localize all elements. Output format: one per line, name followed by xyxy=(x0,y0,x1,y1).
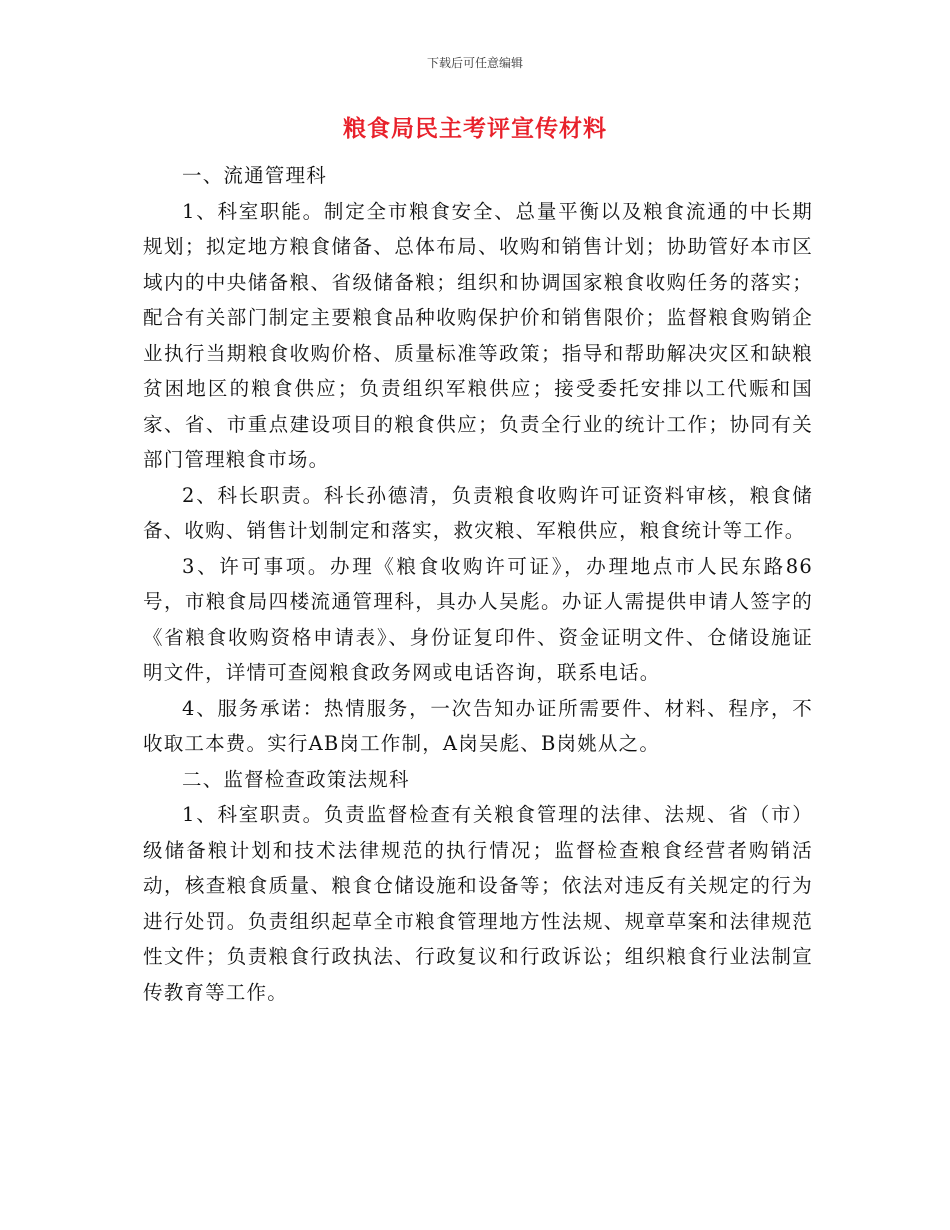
paragraph: 4、服务承诺：热情服务，一次告知办证所需要件、材料、程序，不收取工本费。实行AB岗工作制，A岗吴彪、B岗姚从之。 xyxy=(143,696,813,755)
paragraph: 3、许可事项。办理《粮食收购许可证》，办理地点市人民东路86号，市粮食局四楼流通管理科，具办人吴彪。办证人需提供申请人签字的《省粮食收购资格申请表》、身份证复印件、资金证明文件、仓储设施证明文件，详情可查阅粮食政务网或电话咨询，联系电话。 xyxy=(143,554,813,684)
paragraph: 1、科室职责。负责监督检查有关粮食管理的法律、法规、省（市）级储备粮计划和技术法律规范的执行情况；监督检查粮食经营者购销活动，核查粮食质量、粮食仓储设施和设备等；依法对违反有关规定的行为进行处罚。负责组织起草全市粮食管理地方性法规、规章草案和法律规范性文件；负责粮食行政执法、行政复议和行政诉讼；组织粮食行业法制宣传教育等工作。 xyxy=(143,803,813,1004)
section-heading: 二、监督检查政策法规科 xyxy=(182,767,410,791)
paragraph: 1、科室职能。制定全市粮食安全、总量平衡以及粮食流通的中长期规划；拟定地方粮食储备、总体布局、收购和销售计划；协助管好本市区域内的中央储备粮、省级储备粮；组织和协调国家粮食收购任务的落实；配合有关部门制定主要粮食品种收购保护价和销售限价；监督粮食购销企业执行当期粮食收购价格、质量标准等政策；指导和帮助解决灾区和缺粮贫困地区的粮食供应；负责组织军粮供应；接受委托安排以工代赈和国家、省、市重点建设项目的粮食供应；负责全行业的统计工作；协同有关部门管理粮食市场。 xyxy=(143,199,813,471)
document-title: 粮食局民主考评宣传材料 xyxy=(343,116,607,142)
paragraph: 2、科长职责。科长孙德清，负责粮食收购许可证资料审核，粮食储备、收购、销售计划制定和落实，救灾粮、军粮供应，粮食统计等工作。 xyxy=(143,483,813,542)
header-note: 下载后可任意编辑 xyxy=(426,56,523,70)
document-body xyxy=(143,158,813,1010)
section-heading: 一、流通管理科 xyxy=(182,164,327,187)
